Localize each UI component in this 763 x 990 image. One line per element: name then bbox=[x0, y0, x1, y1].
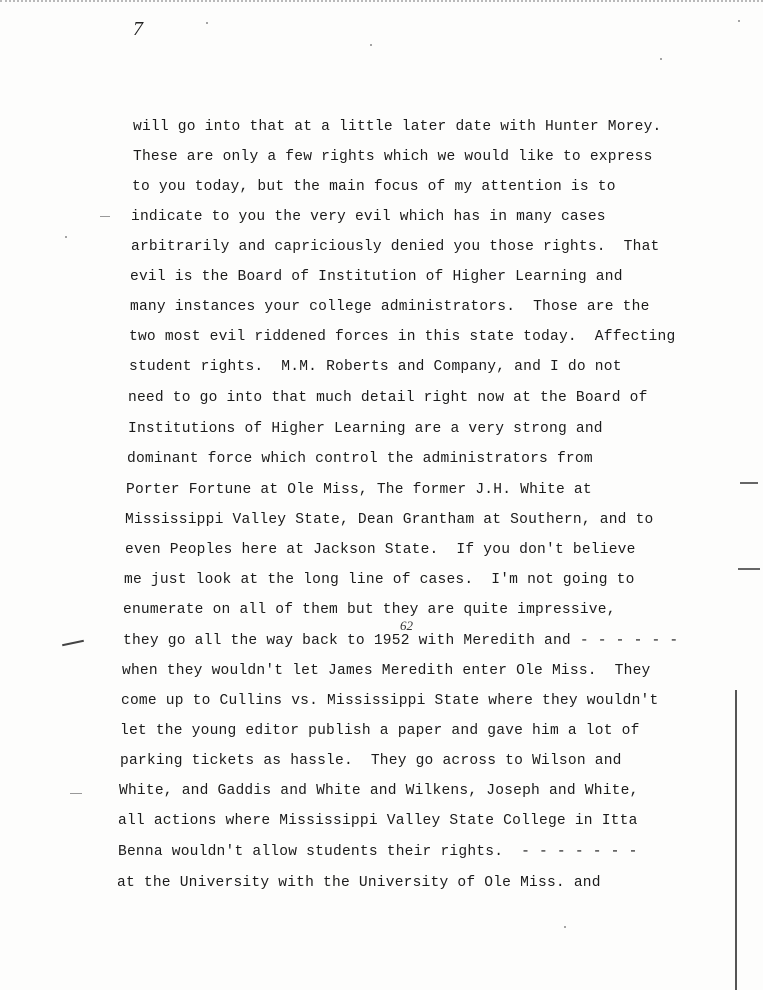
text-line: to you today, but the main focus of my attention is to bbox=[132, 179, 616, 195]
margin-dash-mark bbox=[100, 216, 110, 217]
text-line: they go all the way back to 1952 with Meredith and - - - - - - bbox=[123, 633, 679, 649]
text-line: even Peoples here at Jackson State. If you don't believe bbox=[125, 542, 636, 558]
text-line: student rights. M.M. Roberts and Company, and I do not bbox=[129, 359, 622, 375]
text-line: need to go into that much detail right now at the Board of bbox=[128, 390, 648, 406]
text-line: These are only a few rights which we would like to express bbox=[133, 149, 653, 165]
text-line: come up to Cullins vs. Mississippi State where they wouldn't bbox=[121, 693, 659, 709]
scan-speck bbox=[660, 58, 662, 60]
margin-tick-mark bbox=[740, 482, 758, 484]
handwritten-correction: 62 bbox=[400, 618, 413, 633]
margin-dash-mark bbox=[70, 793, 82, 794]
scan-speck bbox=[738, 20, 740, 22]
text-line: evil is the Board of Institution of Higher Learning and bbox=[130, 269, 623, 285]
text-line: dominant force which control the administrators from bbox=[127, 451, 593, 467]
text-line: many instances your college administrators. Those are the bbox=[130, 299, 650, 315]
scan-speck bbox=[65, 236, 67, 238]
text-line: when they wouldn't let James Meredith enter Ole Miss. They bbox=[122, 663, 651, 679]
text-line: Porter Fortune at Ole Miss, The former J.H. White at bbox=[126, 482, 592, 498]
text-line: White, and Gaddis and White and Wilkens, Joseph and White, bbox=[119, 783, 639, 799]
scan-speck bbox=[206, 22, 208, 24]
text-line: me just look at the long line of cases. I'm not going to bbox=[124, 572, 635, 588]
text-line: Benna wouldn't allow students their rights. - - - - - - - bbox=[118, 844, 638, 860]
text-line: two most evil riddened forces in this state today. Affecting bbox=[129, 329, 676, 345]
text-line: Institutions of Higher Learning are a very strong and bbox=[128, 421, 603, 437]
text-line: enumerate on all of them but they are quite impressive, bbox=[123, 602, 616, 618]
text-line: parking tickets as hassle. They go across to Wilson and bbox=[120, 753, 622, 769]
scan-speck bbox=[564, 926, 566, 928]
text-line: arbitrarily and capriciously denied you those rights. That bbox=[131, 239, 660, 255]
page-number: 7 bbox=[133, 18, 143, 40]
scan-edge-line bbox=[735, 690, 737, 990]
text-line: let the young editor publish a paper and gave him a lot of bbox=[120, 723, 640, 739]
text-line: will go into that at a little later date with Hunter Morey. bbox=[133, 119, 662, 135]
text-line: indicate to you the very evil which has in many cases bbox=[131, 209, 606, 225]
text-line: all actions where Mississippi Valley State College in Itta bbox=[118, 813, 638, 829]
text-line: Mississippi Valley State, Dean Grantham at Southern, and to bbox=[125, 512, 654, 528]
margin-tick-mark bbox=[738, 568, 760, 570]
scan-speck bbox=[370, 44, 372, 46]
text-line: at the University with the University of Ole Miss. and bbox=[117, 875, 601, 891]
